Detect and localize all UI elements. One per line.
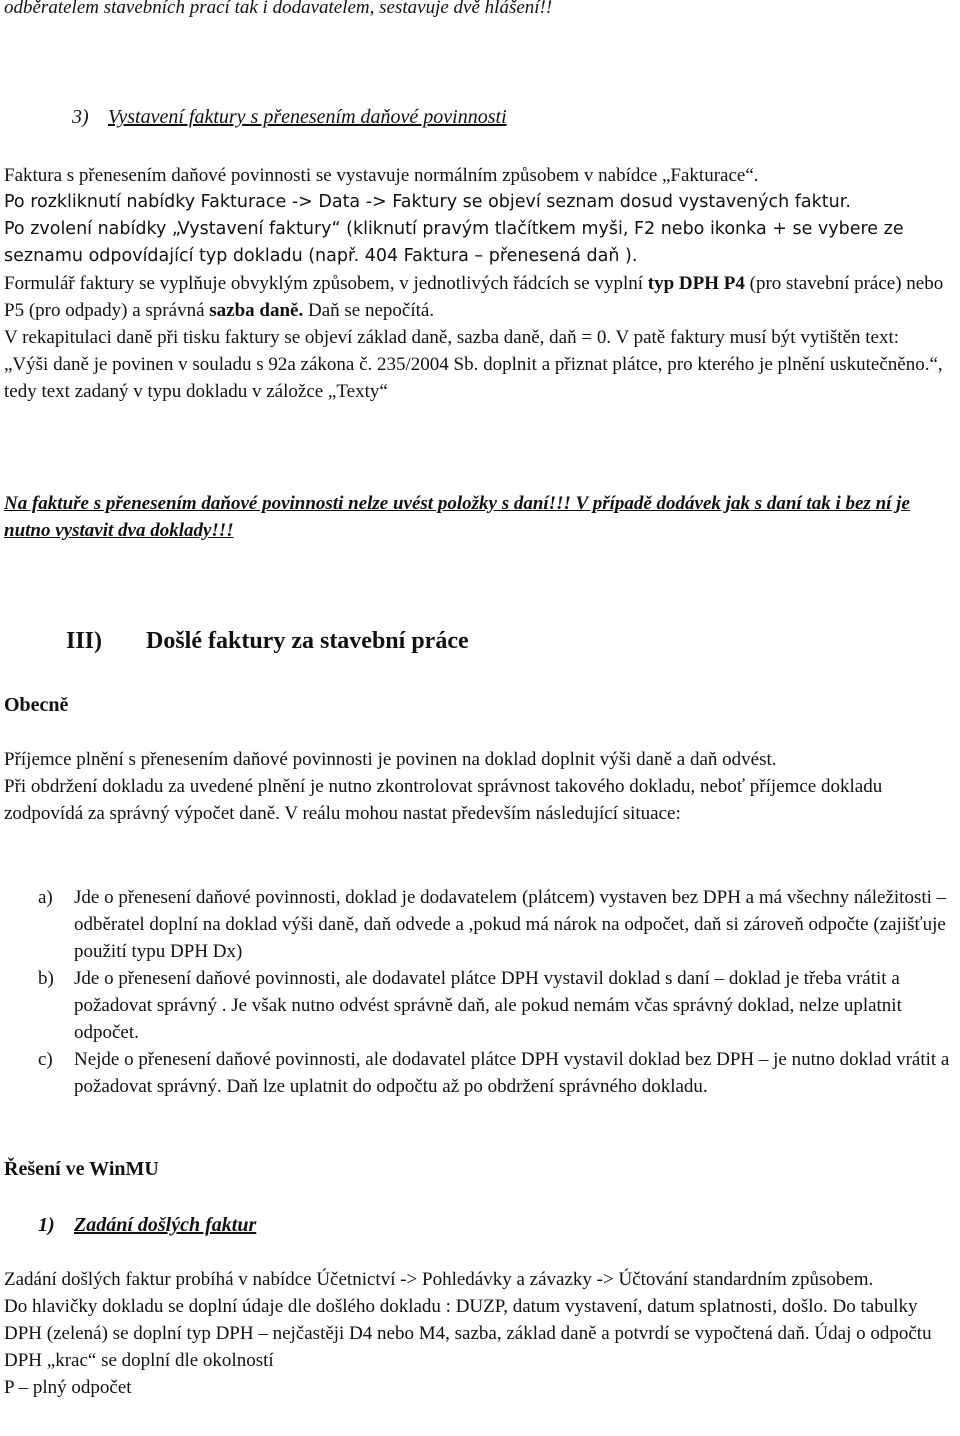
section3-number: 3) [72, 106, 89, 128]
list-marker: c) [38, 1049, 53, 1070]
reseni-heading [4, 1156, 956, 1183]
list-item [38, 1046, 956, 1100]
list-item [38, 884, 956, 965]
sec3-line2: Po rozkliknutí nabídky Fakturace -> Data -> Faktury se objeví seznam dosud vystavených faktur. [4, 192, 851, 212]
sub1-number: 1) [38, 1214, 55, 1236]
top-line-text: odběratelem stavebních prací tak i dodavatelem, sestavuje dvě hlášení!! [4, 0, 553, 18]
section3-title: Vystavení faktury s přenesením daňové povinnosti [108, 106, 507, 128]
list-item [38, 965, 956, 1046]
obecne-heading-text: Obecně [4, 694, 69, 716]
sec3-line3: Po zvolení nabídky „Vystavení faktury“ (kliknutí pravým tlačítkem myši, F2 nebo ikonka + se vybere ze seznamu odpovídající typ dokladu (např. 404 Faktura – přenesená daň ). [4, 219, 904, 266]
sec3-line4-d: Daň se nepočítá. [303, 300, 435, 321]
sec3-line4-a: Formulář faktury se vyplňuje obvyklým způsobem, v jednotlivých řádcích se vyplní [4, 273, 648, 294]
list-item-text: Nejde o přenesení daňové povinnosti, ale dodavatel plátce DPH vystavil doklad bez DPH – je nutno doklad vrátit a požadovat správný. Daň lze uplatnit do odpočtu až po obdržení správného dokladu. [74, 1049, 950, 1097]
sec3-line7: tedy text zadaný v typu dokladu v záložce „Texty“ [4, 381, 388, 402]
obecne-p2: Při obdržení dokladu za uvedené plnění je nutno zkontrolovat správnost takového dokladu, neboť příjemce dokladu zodpovídá za správný výpočet daně. V reálu mohou nastat především následující situace: [4, 776, 883, 824]
warning-note [4, 490, 956, 544]
final-line1: Zadání došlých faktur probíhá v nabídce Účetnictví -> Pohledávky a závazky -> Účtování standardním způsobem. [4, 1269, 874, 1290]
final-line3: P – plný odpočet [4, 1377, 132, 1398]
sec3-line4-dph-type: typ DPH P4 [647, 273, 745, 294]
section-III-number: III) [66, 628, 103, 654]
section3-paragraph [4, 162, 956, 405]
top-line [4, 0, 956, 21]
situations-list [38, 884, 956, 1100]
sec3-line1: Faktura s přenesením daňové povinnosti se vystavuje normálním způsobem v nabídce „Fakturace“. [4, 165, 759, 186]
sec3-line6: „Výši daně je povinen v souladu s 92a zákona č. 235/2004 Sb. doplnit a přiznat plátce, pro kterého je plnění uskutečněno.“, [4, 354, 943, 375]
list-item-text: Jde o přenesení daňové povinnosti, ale dodavatel plátce DPH vystavil doklad s daní – doklad je třeba vrátit a požadovat správný . Je však nutno odvést správně daň, ale pokud nemám včas správný doklad, nelze uplatnit odpočet. [74, 968, 902, 1043]
obecne-p1: Příjemce plnění s přenesením daňové povinnosti je povinen na doklad doplnit výši daně a daň odvést. [4, 749, 777, 770]
obecne-paragraph [4, 746, 956, 827]
final-line2: Do hlavičky dokladu se doplní údaje dle došlého dokladu : DUZP, datum vystavení, datum splatnosti, došlo. Do tabulky DPH (zelená) se doplní typ DPH – nejčastěji D4 nebo M4, sazba, základ daně a potvrdí se vypočtená daň. Údaj o odpočtu DPH „krac“ se doplní dle okolností [4, 1296, 932, 1371]
sec3-line4 [4, 270, 956, 324]
sec3-line4-tax-rate: sazba daně. [209, 300, 304, 321]
list-item-text: Jde o přenesení daňové povinnosti, doklad je dodavatelem (plátcem) vystaven bez DPH a má všechny náležitosti – odběratel doplní na doklad výši daně, daň odvede a ,pokud má nárok na odpočet, daň si zároveň odpočte (zajišťuje použití typu DPH Dx) [74, 887, 947, 962]
reseni-heading-text: Řešení ve WinMU [4, 1158, 159, 1180]
obecne-heading [4, 692, 956, 719]
section-III-title: Došlé faktury za stavební práce [146, 628, 469, 654]
sub1-title: Zadání došlých faktur [74, 1214, 257, 1236]
list-marker: b) [38, 968, 54, 989]
list-marker: a) [38, 887, 53, 908]
warning-text: Na faktuře s přenesením daňové povinnosti nelze uvést položky s daní!!! V případě dodávek jak s daní tak i bez ní je nutno vystavit dva doklady!!! [4, 493, 910, 541]
sec3-line5: V rekapitulaci daně při tisku faktury se objeví základ daně, sazba daně, daň = 0. V patě faktury musí být vytištěn text: [4, 327, 900, 348]
sec3-line4-c: (pro stavební práce) nebo P5 (pro odpady) a správná [4, 273, 944, 321]
final-paragraph [4, 1266, 956, 1401]
